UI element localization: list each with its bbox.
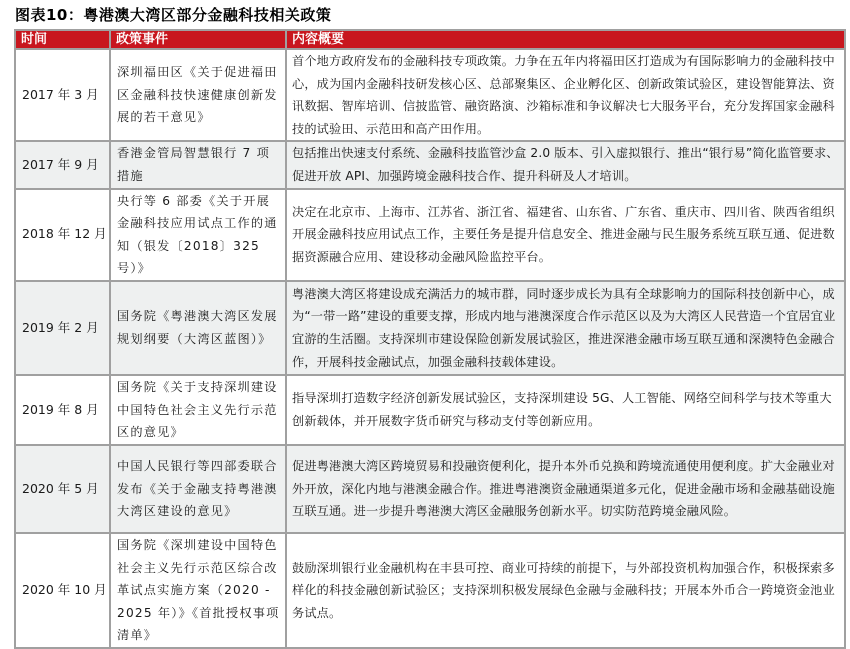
cell-date: 2020 年 5 月 <box>15 445 110 533</box>
cell-date: 2018 年 12 月 <box>15 189 110 281</box>
table-row <box>15 189 845 281</box>
cell-date: 2019 年 8 月 <box>15 375 110 445</box>
policy-table <box>14 29 846 649</box>
cell-event: 国务院《关于支持深圳建设中国特色社会主义先行示范区的意见》 <box>110 375 286 445</box>
table-row <box>15 445 845 533</box>
header-summary: 内容概要 <box>286 30 845 49</box>
table-row <box>15 375 845 445</box>
cell-summary: 促进粤港澳大湾区跨境贸易和投融资便利化，提升本外币兑换和跨境流通使用便利度。扩大金融业对外开放，深化内地与港澳金融合作。推进粤港澳资金融通渠道多元化，促进金融市场和金融基础设施互联互通。进一步提升粤港澳大湾区金融服务创新水平。切实防范跨境金融风险。 <box>286 445 845 533</box>
cell-date: 2017 年 3 月 <box>15 49 110 141</box>
cell-summary: 指导深圳打造数字经济创新发展试验区，支持深圳建设 5G、人工智能、网络空间科学与技术等重大创新载体，并开展数字货币研究与移动支付等创新应用。 <box>286 375 845 445</box>
cell-date: 2017 年 9 月 <box>15 141 110 188</box>
cell-event: 国务院《深圳建设中国特色社会主义先行示范区综合改革试点实施方案（2020 - 2025 年）》《首批授权事项清单》 <box>110 533 286 648</box>
header-date: 时间 <box>15 30 110 49</box>
table-row <box>15 49 845 141</box>
cell-summary: 决定在北京市、上海市、江苏省、浙江省、福建省、山东省、广东省、重庆市、四川省、陕西省组织开展金融科技应用试点工作，主要任务是提升信息安全、推进金融与民生服务系统互联互通、促进数据资源融合应用、建设移动金融风险监控平台。 <box>286 189 845 281</box>
cell-date: 2020 年 10 月 <box>15 533 110 648</box>
table-row <box>15 281 845 375</box>
cell-event: 国务院《粤港澳大湾区发展规划纲要（大湾区蓝图）》 <box>110 281 286 375</box>
cell-summary: 粤港澳大湾区将建设成充满活力的城市群，同时逐步成长为具有全球影响力的国际科技创新中心，成为“一带一路”建设的重要支撑，形成内地与港澳深度合作示范区以及为大湾区人民营造一个宜居宜业宜游的生活圈。支持深圳市建设保险创新发展试验区，推进深港金融市场互联互通和深澳特色金融合作，开展科技金融试点，加强金融科技载体建设。 <box>286 281 845 375</box>
header-event: 政策事件 <box>110 30 286 49</box>
cell-summary: 包括推出快速支付系统、金融科技监管沙盒 2.0 版本、引入虚拟银行、推出“银行易”简化监管要求、促进开放 API、加强跨境金融科技合作、提升科研及人才培训。 <box>286 141 845 188</box>
cell-event: 央行等 6 部委《关于开展金融科技应用试点工作的通知（银发〔2018〕325 号）》 <box>110 189 286 281</box>
cell-summary: 首个地方政府发布的金融科技专项政策。力争在五年内将福田区打造成为有国际影响力的金融科技中心，成为国内金融科技研发核心区、总部聚集区、企业孵化区、创新政策试验区，建设智能算法、资讯数据、智库培训、信披监管、融资路演、沙箱标准和争议解决七大服务平台，充分发挥国家金融科技的试验田、示范田和高产田作用。 <box>286 49 845 141</box>
cell-event: 香港金管局智慧银行 7 项措施 <box>110 141 286 188</box>
cell-event: 深圳福田区《关于促进福田区金融科技快速健康创新发展的若干意见》 <box>110 49 286 141</box>
cell-summary: 鼓励深圳银行业金融机构在丰县可控、商业可持续的前提下，与外部投资机构加强合作，积极探索多样化的科技金融创新试验区；支持深圳积极发展绿色金融与金融科技；开展本外币合一跨境资金池业务试点。 <box>286 533 845 648</box>
table-header-row <box>15 30 845 49</box>
cell-date: 2019 年 2 月 <box>15 281 110 375</box>
figure-title: 图表10：粤港澳大湾区部分金融科技相关政策 <box>15 6 332 24</box>
table-row <box>15 533 845 648</box>
cell-event: 中国人民银行等四部委联合发布《关于金融支持粤港澳大湾区建设的意见》 <box>110 445 286 533</box>
table-row <box>15 141 845 188</box>
